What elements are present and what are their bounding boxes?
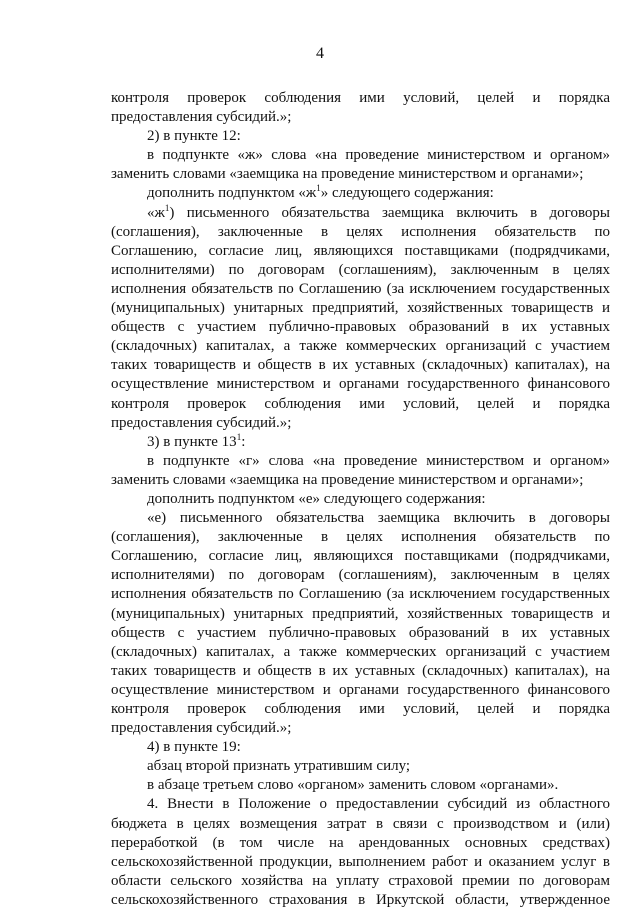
line-text: «е) письменного обязательства заемщика включить в договоры [147,510,610,527]
text-line [111,223,610,242]
text-line [111,165,610,184]
text-line [111,471,610,490]
text-line [111,547,610,566]
text-line [111,643,610,662]
text-line [111,146,610,165]
line-text: в подпункте «ж» слова «на проведение министерством и органом» [147,147,610,164]
superscript: 1 [236,431,242,442]
line-text-continued: ) письменного обязательства заемщика включить в договоры [169,204,610,221]
text-line [111,776,610,795]
text-line [111,318,610,337]
line-text: контроля проверок соблюдения ими условий, целей и порядка [111,90,610,106]
line-text: (складочных) капиталах, а также коммерческих организаций с участием [111,643,610,660]
text-line [111,184,610,203]
line-text: 2) в пункте 12: [147,128,241,145]
superscript: 1 [164,202,170,213]
line-text: исполнения обязательств по Соглашению (за исключением государственных [111,280,610,297]
text-line [111,891,610,910]
text-line [111,280,610,299]
superscript: 1 [316,183,321,194]
line-text: Соглашению, согласие лиц, являющихся поставщиками (подрядчиками, [111,548,610,565]
text-line [111,337,610,356]
text-line [111,662,610,681]
line-text: 4. Внести в Положение о предоставлении субсидий из областного [147,796,610,813]
line-text: в абзаце третьем слово «органом» заменить словом «органами». [147,777,559,794]
text-line [111,528,610,547]
text-line [111,242,610,261]
text-line [111,356,610,375]
text-line [111,375,610,394]
line-text: сельскохозяйственной продукции, выполнением работ и оказанием услуг в [111,853,610,870]
text-line [111,89,610,108]
line-text: (складочных) капиталах, а также коммерческих организаций с участием [111,338,610,355]
text-line [111,624,610,643]
text-line [111,261,610,280]
line-text: исполнения обязательств по Соглашению (за исключением государственных [111,586,610,603]
line-text: исполнителями) по договорам (соглашениям), заключенным в целях [111,261,610,278]
text-line [111,127,610,146]
line-text: (муниципальных) унитарных предприятий, хозяйственных товариществ и [111,605,610,622]
line-text: предоставления субсидий.»; [111,720,292,737]
line-text: обществ с участием публично-правовых образований в их уставных [111,624,610,641]
line-text: предоставления субсидий.»; [111,414,292,431]
text-line [111,681,610,700]
line-text: (соглашения), заключенные в целях исполнения обязательств по [111,223,610,240]
text-line [111,395,610,414]
text-line [111,299,610,318]
text-line [111,853,610,872]
text-line [111,815,610,834]
line-text: заменить словами «заемщика на проведение министерством и органами»; [111,471,584,488]
line-text: в подпункте «г» слова «на проведение министерством и органом» [147,452,610,469]
text-line [111,795,610,814]
text-line [111,566,610,585]
page-number: 4 [316,45,324,62]
line-text: дополнить подпунктом «ж [147,185,317,202]
text-line [111,433,610,452]
line-text: осуществление министерством и органами государственного финансового [111,376,610,393]
text-line [111,585,610,604]
text-line [111,719,610,738]
text-line [111,872,610,891]
line-text: предоставления субсидий.»; [111,109,292,126]
document-body [111,89,610,910]
text-line [111,605,610,624]
line-text: переработкой (в том числе на арендованных основных средствах) [111,834,610,851]
line-text: сельскохозяйственного страхования в Иркутской области, утвержденное [111,891,610,908]
text-line [111,414,610,433]
line-text: «ж [147,204,165,221]
text-line [111,757,610,776]
line-text: 4) в пункте 19: [147,739,241,756]
text-line [111,509,610,528]
text-line [111,738,610,757]
line-text: исполнителями) по договорам (соглашениям), заключенным в целях [111,567,610,584]
line-text: Соглашению, согласие лиц, являющихся поставщиками (подрядчиками, [111,242,610,259]
line-text: таких товариществ и обществ в их уставных (складочных) капиталах), на [111,357,610,374]
line-text: обществ с участием публично-правовых образований в их уставных [111,319,610,336]
line-text-continued: : [241,433,246,450]
line-text: (соглашения), заключенные в целях исполнения обязательств по [111,529,610,546]
line-text: 3) в пункте 13 [147,433,237,450]
line-text: контроля проверок соблюдения ими условий, целей и порядка [111,395,610,412]
text-line [111,834,610,853]
line-text: осуществление министерством и органами государственного финансового [111,681,610,698]
text-line [111,204,610,223]
text-line [111,452,610,471]
line-text: контроля проверок соблюдения ими условий, целей и порядка [111,701,610,717]
line-text: бюджета в целях возмещения затрат в связи с производством и (или) [111,815,610,832]
line-text: области сельского хозяйства на уплату страховой премии по договорам [111,872,610,889]
text-line [111,700,610,719]
line-text: дополнить подпунктом «е» следующего содержания: [147,490,486,507]
line-text: абзац второй признать утратившим силу; [147,758,411,775]
line-text: таких товариществ и обществ в их уставных (складочных) капиталах), на [111,662,610,679]
text-line [111,108,610,127]
line-text-continued: » следующего содержания: [320,185,494,202]
line-text: заменить словами «заемщика на проведение министерством и органами»; [111,166,584,183]
text-line [111,490,610,509]
line-text: (муниципальных) унитарных предприятий, хозяйственных товариществ и [111,300,610,317]
